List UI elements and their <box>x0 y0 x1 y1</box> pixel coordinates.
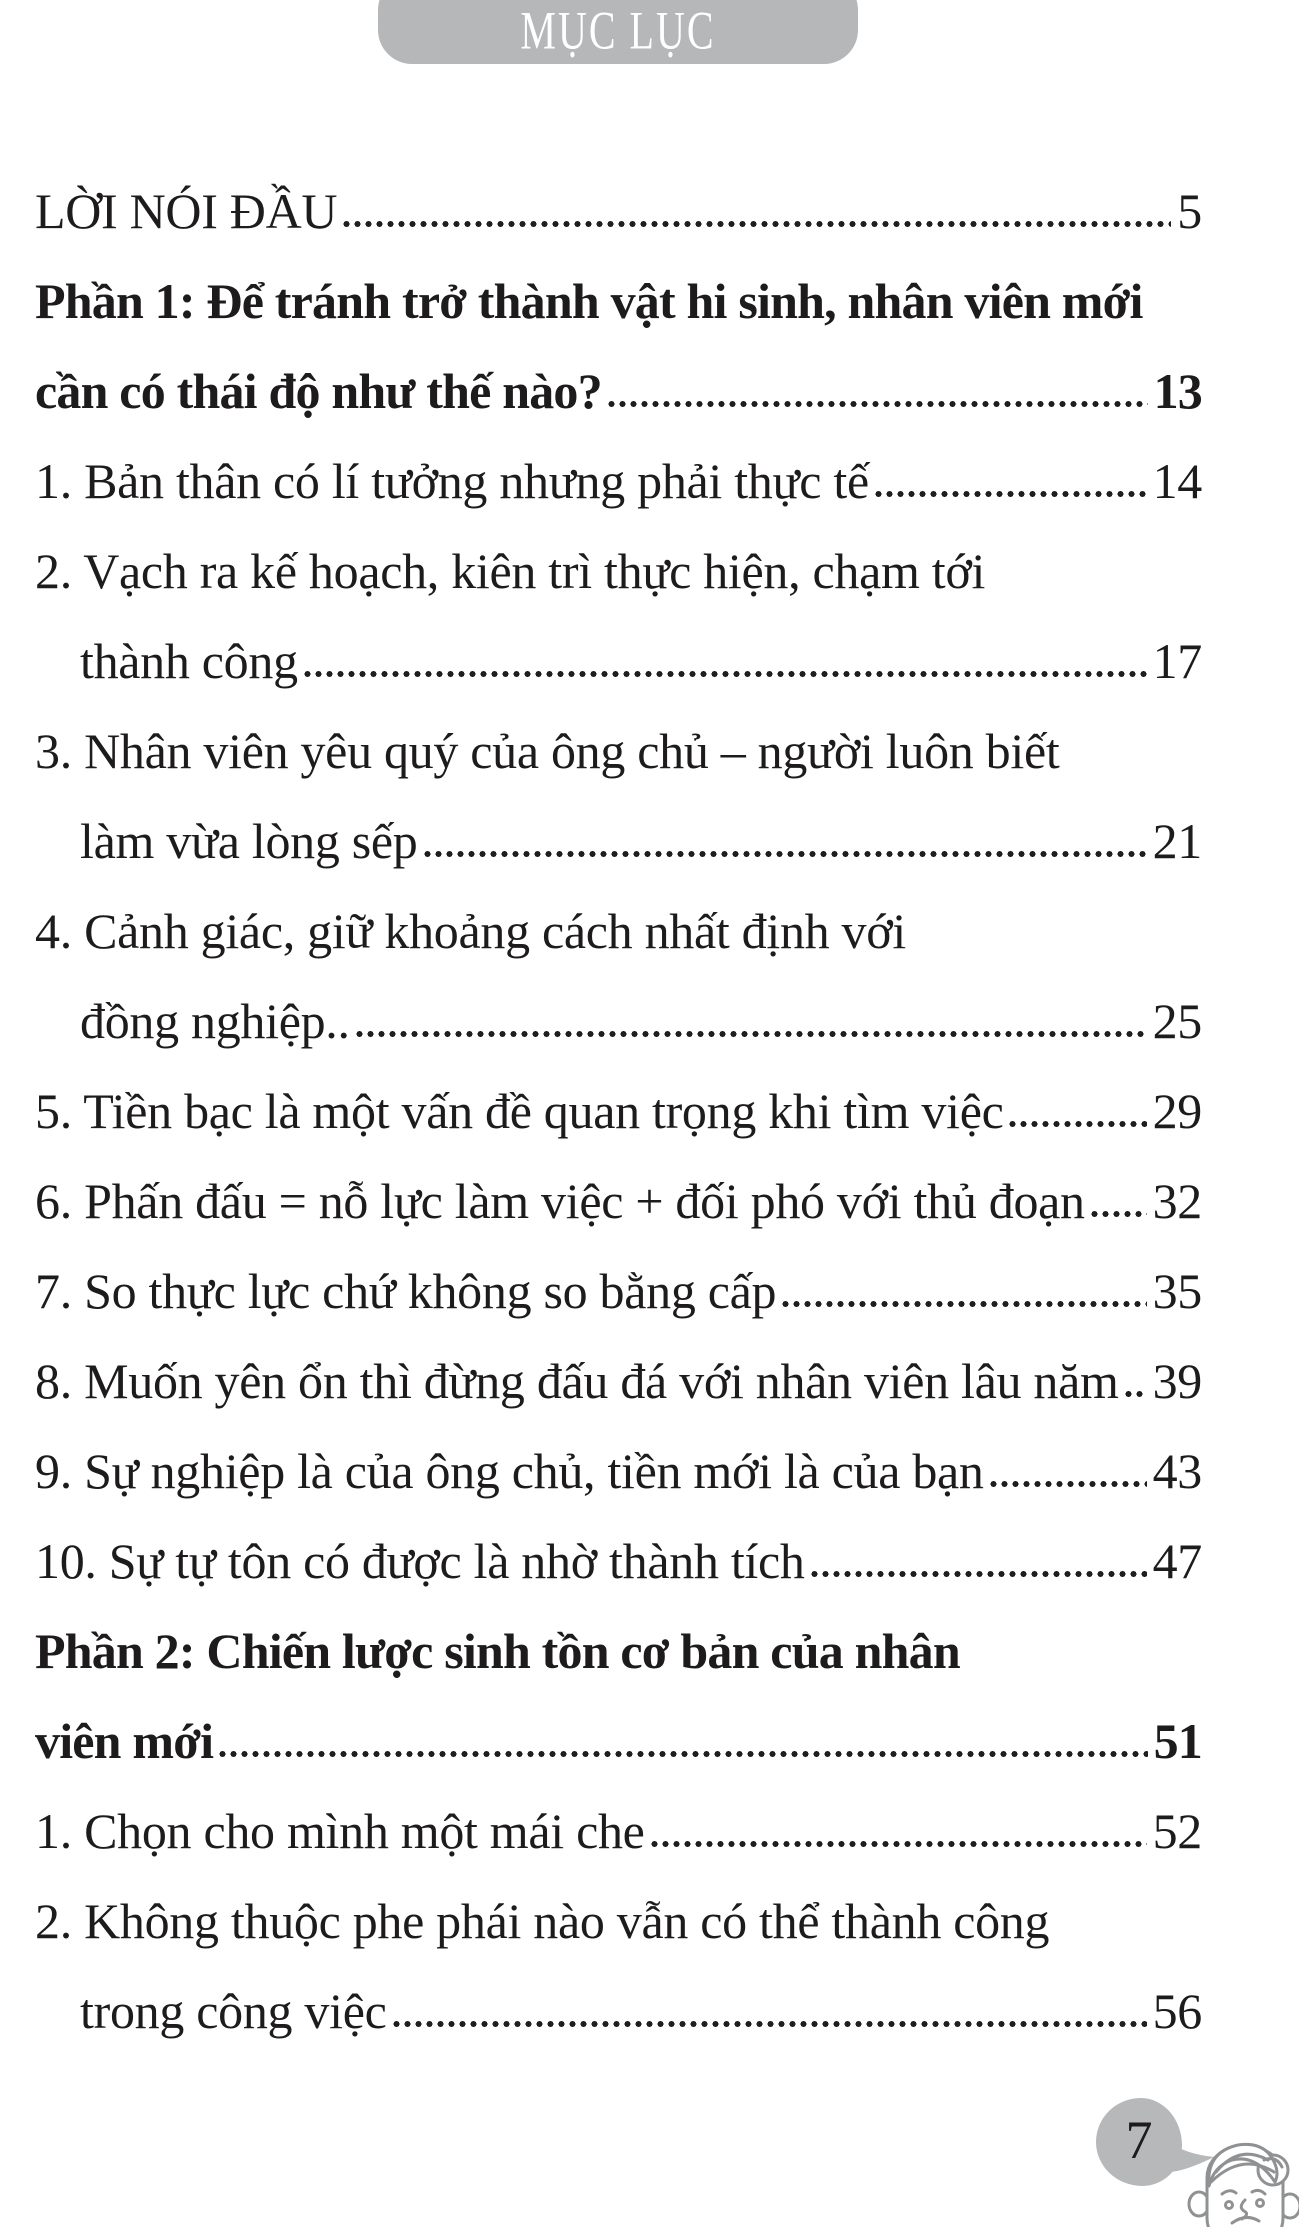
toc-line <box>35 526 1202 616</box>
dotted-leader <box>875 490 1147 498</box>
toc-line-text: 2. Vạch ra kế hoạch, kiên trì thực hiện, chạm tới <box>35 543 986 599</box>
toc-page-number: 14 <box>1152 453 1202 509</box>
page-title: MỤC LỤC <box>520 0 716 61</box>
toc-page-number: 52 <box>1152 1803 1202 1859</box>
toc-line-text: 1. Chọn cho mình một mái che <box>35 1803 645 1859</box>
toc-line <box>35 1246 1202 1336</box>
toc-page-number: 51 <box>1153 1713 1202 1769</box>
dotted-leader <box>304 670 1147 678</box>
dotted-leader <box>393 2020 1147 2028</box>
toc-line <box>35 886 1202 976</box>
toc-line <box>35 796 1202 886</box>
toc-line-text: Phần 1: Để tránh trở thành vật hi sinh, nhân viên mới <box>35 273 1143 329</box>
toc-line-text: 8. Muốn yên ổn thì đừng đấu đá với nhân viên lâu năm <box>35 1353 1119 1409</box>
toc-line-text: 2. Không thuộc phe phái nào vẫn có thể thành công <box>35 1893 1050 1949</box>
toc-page-number: 39 <box>1152 1353 1202 1409</box>
dotted-leader <box>356 1030 1147 1038</box>
toc-line <box>35 166 1202 256</box>
toc-line-text: 7. So thực lực chứ không so bằng cấp <box>35 1263 777 1319</box>
right-eye <box>1257 2200 1264 2207</box>
dotted-leader <box>782 1300 1146 1308</box>
toc-line-text: trong công việc <box>80 1983 387 2039</box>
dotted-leader <box>1091 1210 1147 1218</box>
toc-page-number: 56 <box>1152 1983 1202 2039</box>
left-eye <box>1226 2202 1233 2209</box>
toc-line-text: Phần 2: Chiến lược sinh tồn cơ bản của nhân <box>35 1623 960 1679</box>
toc-line-text: thành công <box>80 633 298 689</box>
toc-line-text: viên mới <box>35 1713 214 1769</box>
table-of-contents <box>35 166 1202 2056</box>
toc-line-text: 5. Tiền bạc là một vấn đề quan trọng khi tìm việc <box>35 1083 1004 1139</box>
toc-line <box>35 1066 1202 1156</box>
toc-page-number: 25 <box>1152 993 1202 1049</box>
section-header-pill <box>378 0 858 64</box>
toc-line <box>35 1336 1202 1426</box>
toc-page-number: 43 <box>1152 1443 1202 1499</box>
dotted-leader <box>990 1480 1147 1488</box>
dotted-leader <box>608 400 1148 408</box>
toc-line-text: 4. Cảnh giác, giữ khoảng cách nhất định với <box>35 903 906 959</box>
toc-line <box>35 346 1202 436</box>
dotted-leader <box>343 220 1171 228</box>
toc-line <box>35 1876 1202 1966</box>
toc-line <box>35 706 1202 796</box>
dotted-leader <box>424 850 1147 858</box>
toc-line <box>35 436 1202 526</box>
dotted-leader <box>651 1840 1147 1848</box>
dotted-leader <box>1009 1120 1146 1128</box>
toc-line-text: 10. Sự tự tôn có được là nhờ thành tích <box>35 1533 805 1589</box>
toc-line <box>35 1786 1202 1876</box>
toc-line-text: LỜI NÓI ĐẦU <box>35 183 338 239</box>
toc-page-number: 17 <box>1152 633 1202 689</box>
toc-line <box>35 1966 1202 2056</box>
dotted-leader <box>1125 1390 1147 1398</box>
toc-line <box>35 1696 1202 1786</box>
toc-line <box>35 976 1202 1066</box>
worried-old-man-face-icon <box>1186 2128 1299 2227</box>
toc-line <box>35 256 1202 346</box>
toc-page-number: 35 <box>1152 1263 1202 1319</box>
toc-line-text: 1. Bản thân có lí tưởng nhưng phải thực tế <box>35 453 869 509</box>
toc-page-number: 13 <box>1153 363 1202 419</box>
toc-page-number: 21 <box>1152 813 1202 869</box>
toc-line-text: 3. Nhân viên yêu quý của ông chủ – người luôn biết <box>35 723 1060 779</box>
toc-page-number: 5 <box>1177 183 1202 239</box>
toc-line-text: cần có thái độ như thế nào? <box>35 363 602 419</box>
page-number: 7 <box>1125 2110 1153 2170</box>
toc-line-text: 6. Phấn đấu = nỗ lực làm việc + đối phó với thủ đoạn <box>35 1173 1085 1229</box>
toc-line-text: 9. Sự nghiệp là của ông chủ, tiền mới là của bạn <box>35 1443 984 1499</box>
toc-line <box>35 1516 1202 1606</box>
dotted-leader <box>811 1570 1147 1578</box>
toc-line <box>35 616 1202 706</box>
toc-line <box>35 1426 1202 1516</box>
toc-line <box>35 1156 1202 1246</box>
toc-line <box>35 1606 1202 1696</box>
toc-page-number: 29 <box>1152 1083 1202 1139</box>
toc-page-number: 47 <box>1152 1533 1202 1589</box>
dotted-leader <box>219 1750 1147 1758</box>
toc-page-number: 32 <box>1152 1173 1202 1229</box>
toc-line-text: làm vừa lòng sếp <box>80 813 418 869</box>
toc-line-text: đồng nghiệp.. <box>80 993 350 1049</box>
